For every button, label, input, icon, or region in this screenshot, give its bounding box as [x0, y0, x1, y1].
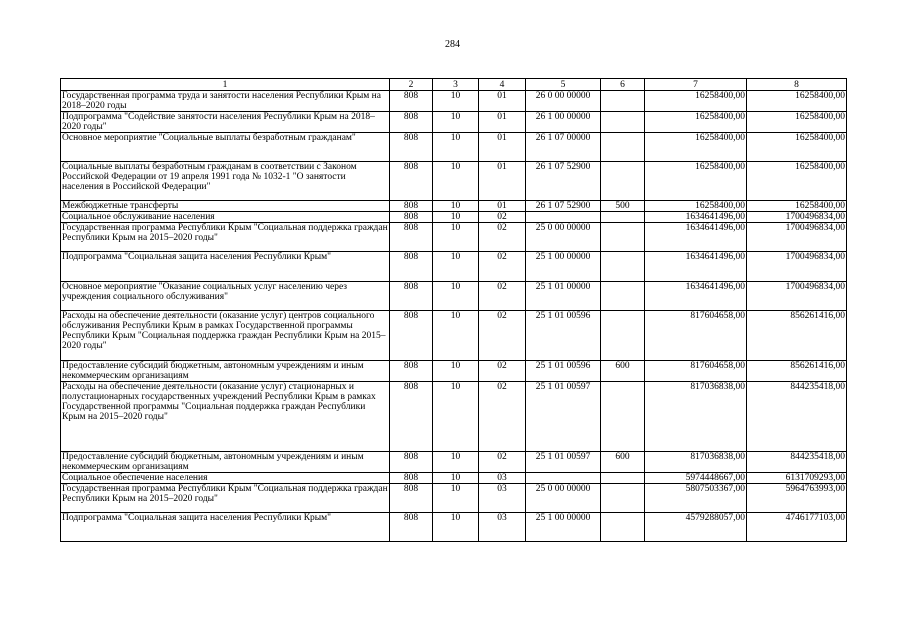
column-header: 1: [61, 79, 390, 91]
expense-type-code: [601, 382, 645, 452]
admin-code: 808: [390, 201, 433, 212]
amount-2020: 16258400,00: [747, 162, 847, 201]
expense-type-code: [601, 282, 645, 311]
table-row: [61, 484, 847, 513]
section-code: 10: [433, 452, 479, 473]
table-row: [61, 452, 847, 473]
section-code: 10: [433, 282, 479, 311]
admin-code: 808: [390, 223, 433, 252]
amount-2020: 6131709293,00: [747, 473, 847, 484]
amount-2019: 16258400,00: [645, 162, 747, 201]
expense-type-code: [601, 252, 645, 282]
target-article-code: 25 1 01 00596: [526, 311, 601, 361]
row-name: Государственная программа труда и занятости населения Республики Крым на 2018–2020 годы: [61, 91, 390, 112]
subsection-code: 02: [479, 252, 526, 282]
subsection-code: 01: [479, 133, 526, 162]
row-name: Подпрограмма "Содействие занятости населения Республики Крым на 2018–2020 годы": [61, 112, 390, 133]
amount-2019: 4579288057,00: [645, 513, 747, 542]
row-name: Расходы на обеспечение деятельности (оказание услуг) центров социального обслуживания Республики Крым в рамках Государственной программы Республики Крым "Социальная поддержка граждан Республики Крым на 2015–2020 годы": [61, 311, 390, 361]
subsection-code: 02: [479, 452, 526, 473]
section-code: 10: [433, 252, 479, 282]
expense-type-code: [601, 473, 645, 484]
target-article-code: 25 0 00 00000: [526, 484, 601, 513]
table-row: [61, 223, 847, 252]
admin-code: 808: [390, 91, 433, 112]
subsection-code: 01: [479, 91, 526, 112]
amount-2020: 856261416,00: [747, 361, 847, 382]
table-row: [61, 212, 847, 223]
admin-code: 808: [390, 112, 433, 133]
admin-code: 808: [390, 311, 433, 361]
table-row: [61, 473, 847, 484]
amount-2020: 16258400,00: [747, 112, 847, 133]
subsection-code: 01: [479, 162, 526, 201]
amount-2019: 817036838,00: [645, 382, 747, 452]
table-row: [61, 282, 847, 311]
row-name: Основное мероприятие "Социальные выплаты безработным гражданам": [61, 133, 390, 162]
table-row: [61, 91, 847, 112]
subsection-code: 02: [479, 361, 526, 382]
expense-type-code: [601, 484, 645, 513]
subsection-code: 01: [479, 201, 526, 212]
target-article-code: 25 1 01 00597: [526, 452, 601, 473]
amount-2020: 16258400,00: [747, 201, 847, 212]
admin-code: 808: [390, 361, 433, 382]
column-header: 4: [479, 79, 526, 91]
section-code: 10: [433, 484, 479, 513]
admin-code: 808: [390, 382, 433, 452]
amount-2020: 5964763993,00: [747, 484, 847, 513]
column-header: 7: [645, 79, 747, 91]
amount-2020: 1700496834,00: [747, 223, 847, 252]
section-code: 10: [433, 212, 479, 223]
row-name: Государственная программа Республики Крым "Социальная поддержка граждан Республики Крым на 2015–2020 годы": [61, 223, 390, 252]
column-header: 6: [601, 79, 645, 91]
row-name: Предоставление субсидий бюджетным, автономным учреждениям и иным некоммерческим организациям: [61, 361, 390, 382]
table-row: [61, 133, 847, 162]
amount-2019: 1634641496,00: [645, 282, 747, 311]
subsection-code: 02: [479, 223, 526, 252]
expense-type-code: [601, 112, 645, 133]
amount-2020: 16258400,00: [747, 133, 847, 162]
admin-code: 808: [390, 473, 433, 484]
admin-code: 808: [390, 212, 433, 223]
column-number-row: [61, 79, 847, 91]
target-article-code: 25 1 00 00000: [526, 252, 601, 282]
amount-2020: 1700496834,00: [747, 212, 847, 223]
amount-2019: 1634641496,00: [645, 223, 747, 252]
section-code: 10: [433, 112, 479, 133]
amount-2020: 856261416,00: [747, 311, 847, 361]
section-code: 10: [433, 311, 479, 361]
target-article-code: [526, 212, 601, 223]
amount-2019: 817604658,00: [645, 311, 747, 361]
amount-2019: 5807503367,00: [645, 484, 747, 513]
target-article-code: 26 1 07 00000: [526, 133, 601, 162]
table-row: [61, 162, 847, 201]
amount-2019: 1634641496,00: [645, 212, 747, 223]
section-code: 10: [433, 513, 479, 542]
target-article-code: 26 1 07 52900: [526, 201, 601, 212]
amount-2019: 16258400,00: [645, 133, 747, 162]
amount-2020: 4746177103,00: [747, 513, 847, 542]
subsection-code: 01: [479, 112, 526, 133]
row-name: Социальное обеспечение населения: [61, 473, 390, 484]
expense-type-code: [601, 513, 645, 542]
table-row: [61, 252, 847, 282]
amount-2019: 817604658,00: [645, 361, 747, 382]
target-article-code: 25 0 00 00000: [526, 223, 601, 252]
expense-type-code: [601, 91, 645, 112]
section-code: 10: [433, 133, 479, 162]
admin-code: 808: [390, 162, 433, 201]
expense-type-code: [601, 311, 645, 361]
subsection-code: 03: [479, 513, 526, 542]
row-name: Государственная программа Республики Крым "Социальная поддержка граждан Республики Крым на 2015–2020 годы": [61, 484, 390, 513]
expense-type-code: [601, 212, 645, 223]
table-row: [61, 112, 847, 133]
section-code: 10: [433, 473, 479, 484]
target-article-code: 25 1 01 00000: [526, 282, 601, 311]
table-row: [61, 311, 847, 361]
admin-code: 808: [390, 252, 433, 282]
amount-2020: 1700496834,00: [747, 252, 847, 282]
table-row: [61, 361, 847, 382]
column-header: 3: [433, 79, 479, 91]
row-name: Предоставление субсидий бюджетным, автономным учреждениям и иным некоммерческим организациям: [61, 452, 390, 473]
column-header: 5: [526, 79, 601, 91]
row-name: Основное мероприятие "Оказание социальных услуг населению через учреждения социального обслуживания": [61, 282, 390, 311]
subsection-code: 02: [479, 311, 526, 361]
expense-type-code: 600: [601, 361, 645, 382]
amount-2019: 16258400,00: [645, 91, 747, 112]
budget-table: [60, 78, 847, 542]
subsection-code: 02: [479, 282, 526, 311]
expense-type-code: [601, 223, 645, 252]
amount-2019: 16258400,00: [645, 201, 747, 212]
expense-type-code: 500: [601, 201, 645, 212]
section-code: 10: [433, 91, 479, 112]
page-number: 284: [445, 39, 460, 50]
target-article-code: [526, 473, 601, 484]
expense-type-code: 600: [601, 452, 645, 473]
target-article-code: 26 1 00 00000: [526, 112, 601, 133]
amount-2019: 5974448667,00: [645, 473, 747, 484]
section-code: 10: [433, 162, 479, 201]
amount-2019: 16258400,00: [645, 112, 747, 133]
row-name: Социальное обслуживание населения: [61, 212, 390, 223]
row-name: Социальные выплаты безработным гражданам в соответствии с Законом Российской Федерации от 19 апреля 1991 года № 1032-1 "О занятости населения в Российской Федерации": [61, 162, 390, 201]
admin-code: 808: [390, 133, 433, 162]
admin-code: 808: [390, 282, 433, 311]
amount-2020: 16258400,00: [747, 91, 847, 112]
column-header: 8: [747, 79, 847, 91]
admin-code: 808: [390, 452, 433, 473]
column-header: 2: [390, 79, 433, 91]
expense-type-code: [601, 133, 645, 162]
target-article-code: 25 1 01 00597: [526, 382, 601, 452]
amount-2020: 1700496834,00: [747, 282, 847, 311]
row-name: Межбюджетные трансферты: [61, 201, 390, 212]
amount-2020: 844235418,00: [747, 382, 847, 452]
section-code: 10: [433, 201, 479, 212]
target-article-code: 25 1 01 00596: [526, 361, 601, 382]
target-article-code: 26 0 00 00000: [526, 91, 601, 112]
section-code: 10: [433, 361, 479, 382]
target-article-code: 25 1 00 00000: [526, 513, 601, 542]
table-row: [61, 513, 847, 542]
subsection-code: 02: [479, 212, 526, 223]
row-name: Подпрограмма "Социальная защита населения Республики Крым": [61, 252, 390, 282]
admin-code: 808: [390, 513, 433, 542]
target-article-code: 26 1 07 52900: [526, 162, 601, 201]
subsection-code: 02: [479, 382, 526, 452]
amount-2019: 1634641496,00: [645, 252, 747, 282]
row-name: Расходы на обеспечение деятельности (оказание услуг) стационарных и полустационарных государственных учреждений Республики Крым в рамках Государственной программы "Социальная поддержка граждан Республики Крым на 2015–2020 годы": [61, 382, 390, 452]
expense-type-code: [601, 162, 645, 201]
section-code: 10: [433, 382, 479, 452]
table-row: [61, 382, 847, 452]
section-code: 10: [433, 223, 479, 252]
subsection-code: 03: [479, 484, 526, 513]
table-row: [61, 201, 847, 212]
admin-code: 808: [390, 484, 433, 513]
amount-2019: 817036838,00: [645, 452, 747, 473]
subsection-code: 03: [479, 473, 526, 484]
amount-2020: 844235418,00: [747, 452, 847, 473]
row-name: Подпрограмма "Социальная защита населения Республики Крым": [61, 513, 390, 542]
